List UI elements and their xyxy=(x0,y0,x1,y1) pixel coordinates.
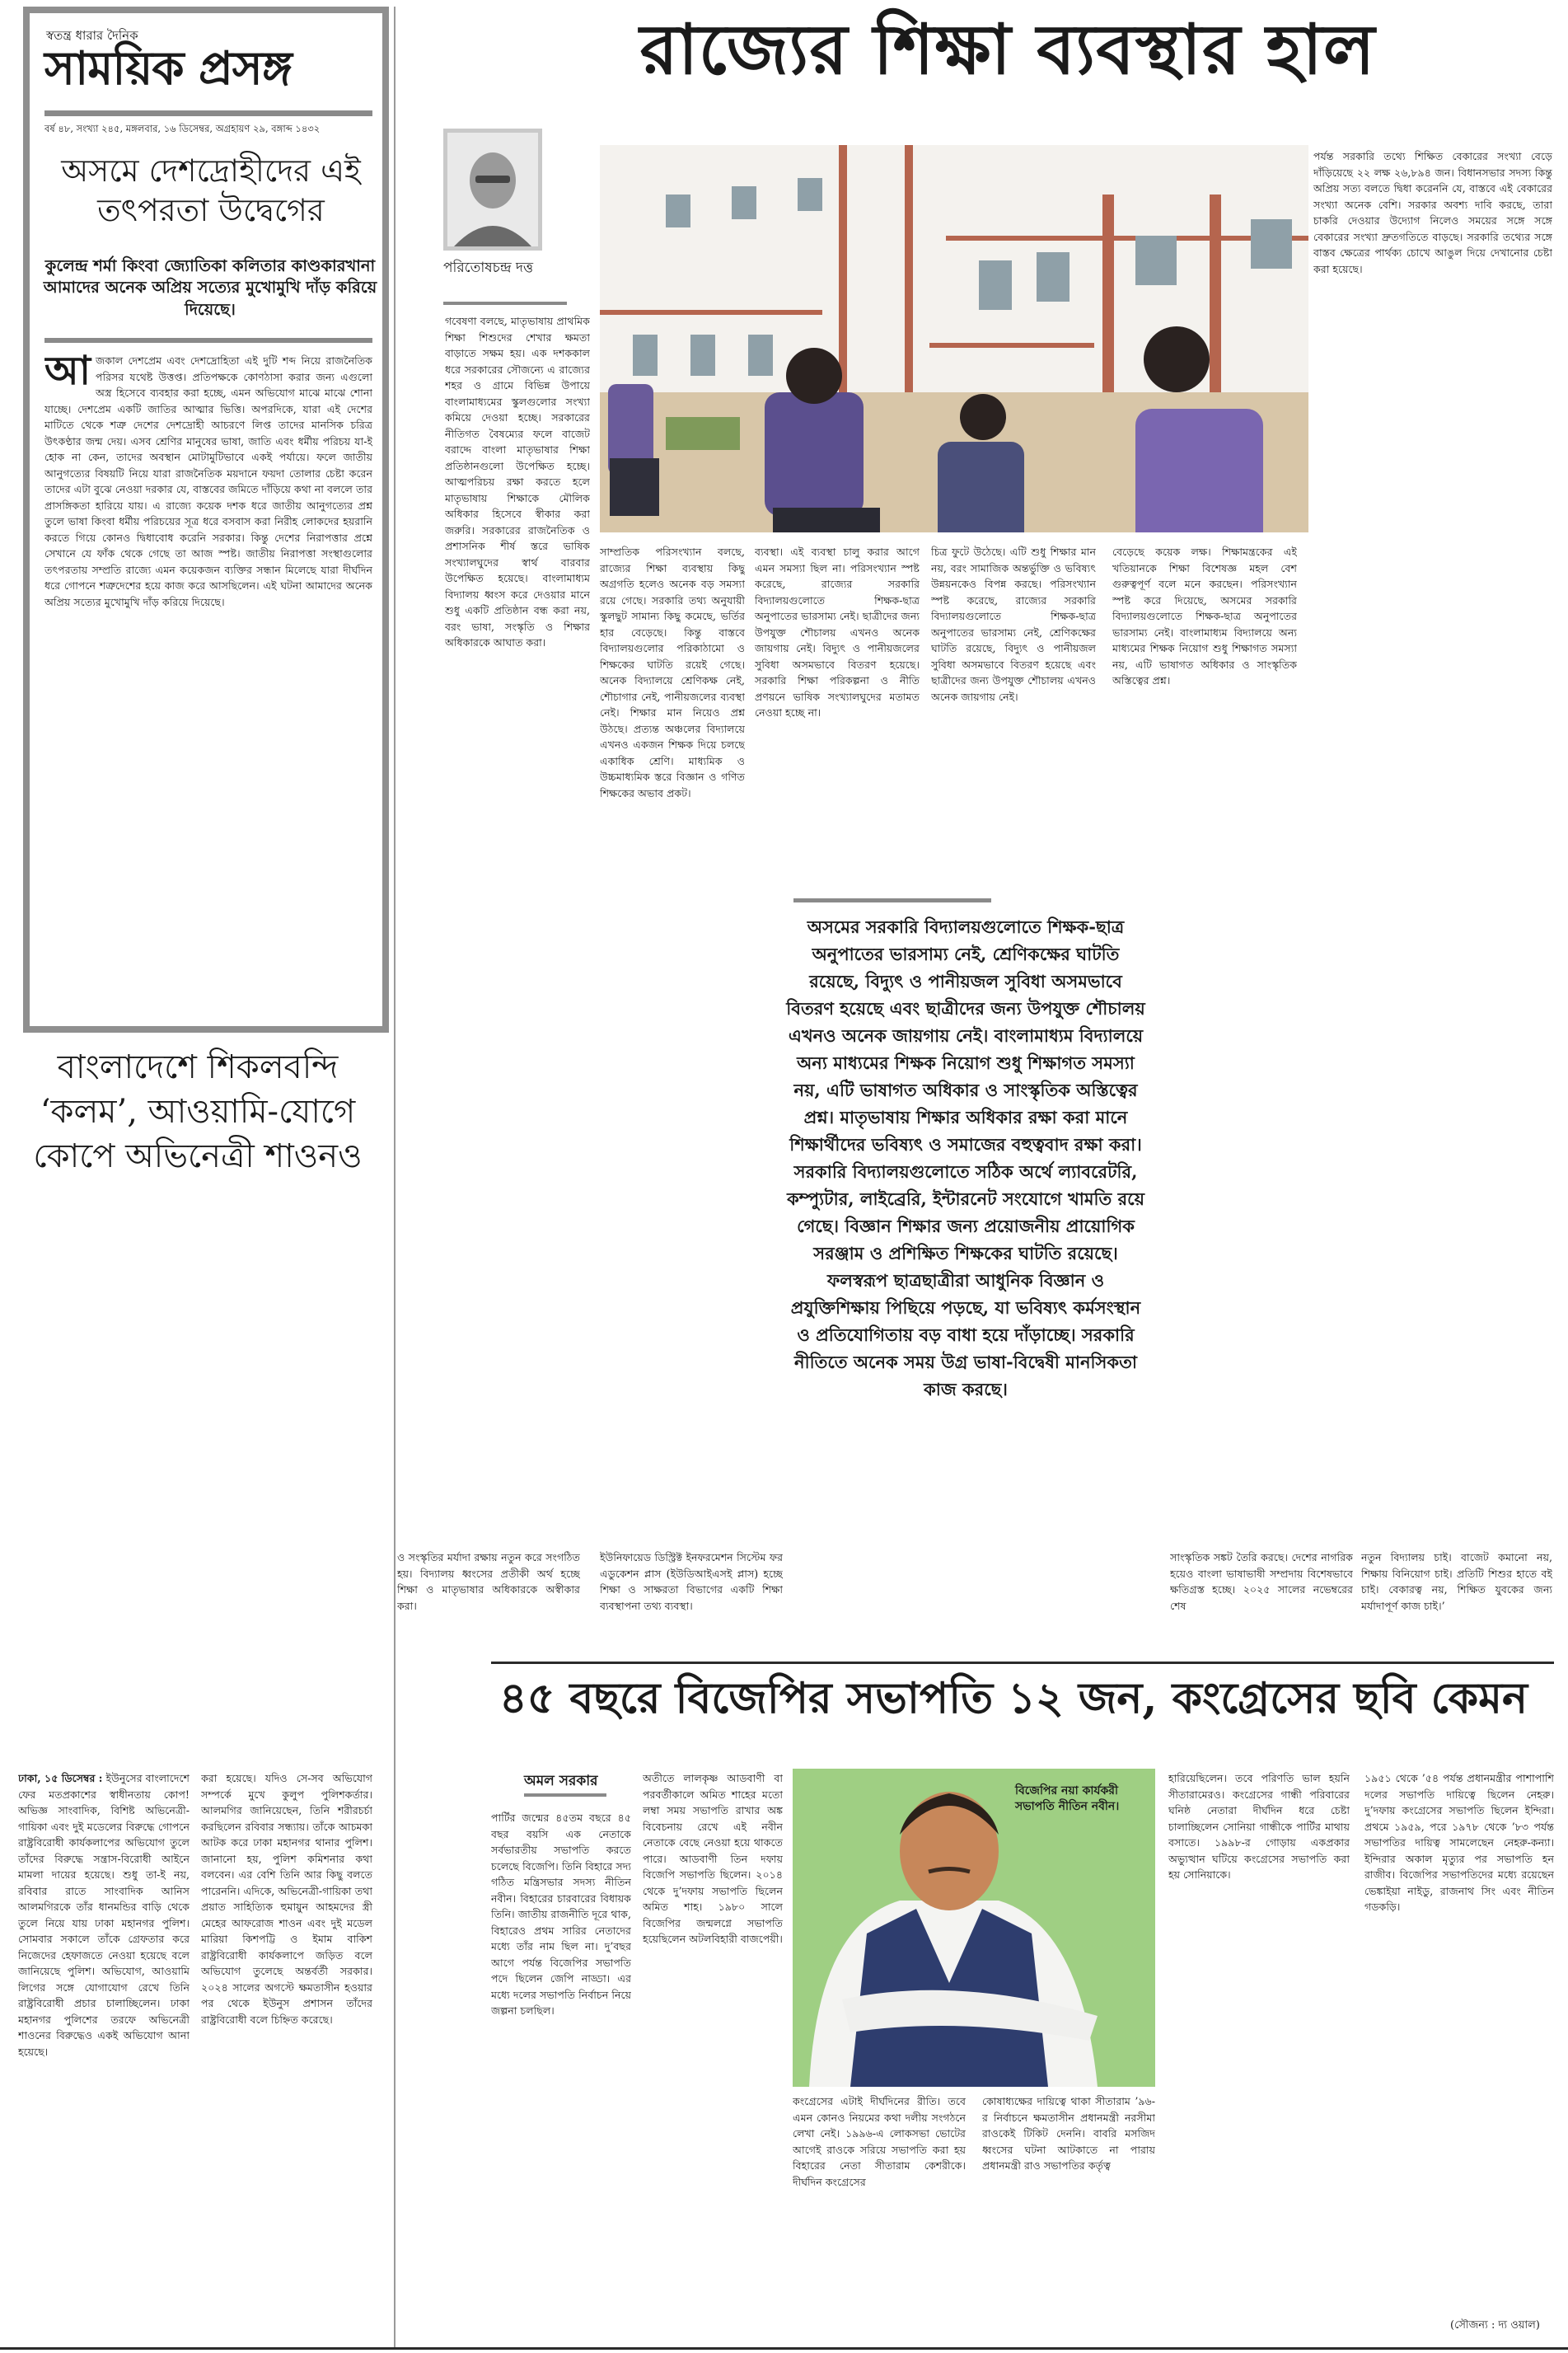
page-bottom-rule xyxy=(0,2347,1568,2350)
editorial-subheadline: কুলেন্দ্র শর্মা কিংবা জ্যোতিকা কলিতার কাণ্ডকারখানা আমাদের অনেক অপ্রিয় সত্যের মুখোমুখি দাঁড় করিয়ে দিয়েছে। xyxy=(43,256,377,319)
school-photo-illustration xyxy=(600,145,1308,532)
main-story-bottom-col-5: সাংস্কৃতিক সঙ্কট তৈরি করছে। দেশের নাগরিক হয়েও বাংলা ভাষাভাষী সম্প্রদায় বিশেষভাবে ক্ষতিগ্রস্ত হচ্ছে। ২০২৫ সালের নভেম্বরের শেষ xyxy=(1170,1551,1353,1612)
nitin-nabin-photo xyxy=(793,1769,1155,2087)
page-column-divider xyxy=(394,7,396,2347)
main-story-bottom-col-1: ও সংস্কৃতির মর্যাদা রক্ষায় নতুন করে সংগঠিত হয়। বিদ্যালয় ধ্বংসের প্রতীকী অর্থ হচ্ছে শিক্ষা ও মাতৃভাষার অধিকারকে অস্বীকার করা। xyxy=(397,1551,580,1612)
bangladesh-col-1-text: ইউনুসের বাংলাদেশে ফের মতপ্রকাশের স্বাধীনতায় কোপ! অভিজ্ঞ সাংবাদিক, বিশিষ্ট অভিনেত্রী-গায়িকা এবং দুই মডেলের বিরুদ্ধে গোপনে রাষ্ট্রবিরোধী কার্যকলাপের অভিযোগ তুলে তাঁদের বিরুদ্ধে সন্ত্রাস-বিরোধী আইনে মামলা দায়ের হয়েছে। শুধু তা-ই নয়, রবিবার রাতে সাংবাদিক আনিস আলমগিরকে তাঁর ধানমন্ডির বাড়ি থেকে তুলে নিয়ে যায় ঢাকা মহানগর পুলিশ। সোমবার সকালে তাঁকে গ্রেফতার করে নিজেদের হেফাজতে নেওয়া হয়েছে বলে জানিয়েছে পুলিশ। অভিযোগ, আওয়ামি লিগের সঙ্গে যোগাযোগ রেখে তিনি রাষ্ট্রবিরোধী প্রচার চালাচ্ছিলেন। ঢাকা মহানগর পুলিশের তরফে অভিনেত্রী শাওনের বিরুদ্ধেও একই অভিযোগ আনা হয়েছে। xyxy=(18,1772,190,2058)
bjp-headline: ৪৫ বছরে বিজেপির সভাপতি ১২ জন, কংগ্রেসের ছবি কেমন xyxy=(498,1673,1528,1723)
pull-quote: অসমের সরকারি বিদ্যালয়গুলোতে শিক্ষক-ছাত্র অনুপাতের ভারসাম্য নেই, শ্রেণিকক্ষের ঘাটতি রয়েছে, বিদ্যুৎ ও পানীয়জল সুবিধা অসমভাবে বিতরণ হয়েছে এবং ছাত্রীদের জন্য উপযুক্ত শৌচালয় এখনও অনেক জায়গায় নেই। বাংলামাধ্যম বিদ্যালয়ে অন্য মাধ্যমের শিক্ষক নিয়োগ শুধু শিক্ষাগত সমস্যা নয়, এটি ভাষাগত অধিকার ও সাংস্কৃতিক অস্তিত্বের প্রশ্ন। মাতৃভাষায় শিক্ষার অধিকার রক্ষা করা মানে শিক্ষার্থীদের ভবিষ্যৎ ও সমাজের বহুত্ববাদ রক্ষা করা। সরকারি বিদ্যালয়গুলোতে সঠিক অর্থে ল্যাবরেটরি, কম্প্যুটার, লাইব্রেরি, ইন্টারনেট সংযোগে খামতি রয়ে গেছে। বিজ্ঞান শিক্ষার জন্য প্রয়োজনীয় প্রায়োগিক সরঞ্জাম ও প্রশিক্ষিত শিক্ষকের ঘাটতি রয়েছে। ফলস্বরূপ ছাত্রছাত্রীরা আধুনিক বিজ্ঞান ও প্রযুক্তিশিক্ষায় পিছিয়ে পড়ছে, যা ভবিষ্যৎ কর্মসংস্থান ও প্রতিযোগিতায় বড় বাধা হয়ে দাঁড়াচ্ছে। সরকারি নীতিতে অনেক সময় উগ্র ভাষা-বিদ্বেষী মানসিকতা কাজ করছে। xyxy=(786,916,1145,1399)
bjp-col-4: কোষাধ্যক্ষের দায়িত্বে থাকা সীতারাম ’৯৬-র নির্বাচনে ক্ষমতাসীন প্রধানমন্ত্রী নরসীমা রাওকেই টিকিট দেননি। বাবরি মসজিদ ধ্বংসের ঘটনা আটকাতে না পারায় প্রধানমন্ত্রী রাও সভাপতির কর্তৃত্ব xyxy=(982,2095,1155,2172)
masthead-title: সাময়িক প্রসঙ্গ xyxy=(44,41,292,96)
bangladesh-col-2: করা হয়েছে। যদিও সে-সব অভিযোগ সম্পর্কে মুখে কুলুপ পুলিশকর্তার। আলমগির জানিয়েছেন, তিনি শরীরচর্চা করছিলেন রবিবার সন্ধ্যায়। তাঁকে আচমকা আটক করে ঢাকা মহানগর থানার পুলিশ। জানানো হয়, পুলিশ কমিশনার কথা বলবেন। এর বেশি তিনি আর কিছু বলতে পারেননি। এদিকে, অভিনেত্রী-গায়িকা তথা প্রয়াত সাহিত্যিক হুমায়ুন আহমদের স্ত্রী মেহের আফরোজ শাওন এবং দুই মডেল মারিয়া কিশপট্টি ও ইমাম বাকিশ রাষ্ট্রবিরোধী কার্যকলাপে জড়িত বলে অভিযোগ তুলেছে অন্তর্বর্তী সরকার। ২০২৪ সালের অগস্টে ক্ষমতাসীন হওয়ার পর থেকে ইউনুস প্রশাসন তাঁদের রাষ্ট্রবিরোধী বলে চিহ্নিত করেছে। xyxy=(201,1772,372,2026)
bjp-col-5: হারিয়েছিলেন। তবে পরিণতি ভাল হয়নি সীতারামেরও। কংগ্রেসের গান্ধী পরিবারের ঘনিষ্ঠ নেতারা দীর্ঘদিন ধরে চেষ্টা চালাচ্ছিলেন সোনিয়া গান্ধীকে পার্টির মাথায় বসাতে। ১৯৯৮-র গোড়ায় একপ্রকার অভ্যুত্থান ঘটিয়ে কংগ্রেসের সভাপতি করা হয় সোনিয়াকে। xyxy=(1168,1772,1350,1881)
editorial-rule xyxy=(44,338,372,343)
main-story-col-4: চিত্র ফুটে উঠেছে। এটি শুধু শিক্ষার মান নয়, বরং সামাজিক অন্তর্ভুক্তি ও ভবিষ্যৎ উন্নয়নকেও বিপন্ন করছে। পরিসংখ্যান স্পষ্ট করেছে, রাজ্যের সরকারি বিদ্যালয়গুলোতে শিক্ষক-ছাত্র অনুপাতের ভারসাম্য নেই, শ্রেণিকক্ষের ঘাটতি রয়েছে, বিদ্যুৎ ও পানীয়জল সুবিধা অসমভাবে বিতরণ হয়েছে এবং ছাত্রীদের জন্য উপযুক্ত শৌচালয় এখনও অনেক জায়গায় নেই। xyxy=(931,546,1096,703)
main-story-bottom-col-2: ইউনিফায়েড ডিস্ট্রিক্ট ইনফরমেশন সিস্টেম ফর এডুকেশন প্লাস (ইউডিআইএসই প্লাস) হচ্ছে শিক্ষা ও সাক্ষরতা বিভাগের একটি শিক্ষা ব্যবস্থাপনা তথ্য ব্যবস্থা। xyxy=(600,1551,783,1612)
editorial-body xyxy=(44,353,372,1020)
pull-quote-rule xyxy=(793,898,991,902)
main-story-col-6: পর্যন্ত সরকারি তথ্যে শিক্ষিত বেকারের সংখ্যা বেড়ে দাঁড়িয়েছে ২২ লক্ষ ২৬,৮৯৪ জন। বিধানসভার সদস্য কিন্তু অপ্রিয় সত্য বলতে দ্বিধা করেননি যে, বাস্তবে এই বেকারের সংখ্যা অনেক বেশি। সরকার অবশ্য দাবি করছে, তারা চাকরি দেওয়ার উদ্যোগ নিলেও সময়ের সঙ্গে সঙ্গে বেকারের সংখ্যা দ্রুতগতিতে বাড়ছে। সরকারি তথ্যের সঙ্গে বাস্তব ক্ষেত্রের পার্থক্য চোখে আঙুল দিয়ে দেখানোর চেষ্টা করা হয়েছে। xyxy=(1313,150,1552,275)
main-story-col-1: গবেষণা বলছে, মাতৃভাষায় প্রাথমিক শিক্ষা শিশুদের শেখার ক্ষমতা বাড়াতে সক্ষম হয়। এক দশককাল ধরে সরকারের সৌজন্যে এ রাজ্যের শহর ও গ্রামে বিভিন্ন উপায়ে বাংলামাধ্যমের স্কুলগুলোর সংখ্যা কমিয়ে দেওয়া হচ্ছে। সরকারের নীতিগত বৈষম্যের ফলে বাজেট বরাদ্দে বাংলা মাতৃভাষার শিক্ষা প্রতিষ্ঠানগুলো উপেক্ষিত হচ্ছে। আত্মপরিচয় রক্ষা করতে হলে মাতৃভাষায় শিক্ষাকে মৌলিক অধিকার হিসেবে স্বীকার করা জরুরি। সরকারের রাজনৈতিক ও প্রশাসনিক শীর্ষ স্তরে ভাষিক সংখ্যালঘুদের স্বার্থ বারবার উপেক্ষিত হয়েছে। বাংলামাধ্যম বিদ্যালয় ধ্বংস করে দেওয়ার মানে শুধু একটি প্রতিষ্ঠান বন্ধ করা নয়, বরং ভাষা, সংস্কৃতি ও শিক্ষার অধিকারকে আঘাত করা। xyxy=(445,315,590,649)
main-story-col-3: ব্যবস্থা। এই ব্যবস্থা চালু করার আগে এমন সমস্যা ছিল না। পরিসংখ্যান স্পষ্ট করেছে, রাজ্যের সরকারি বিদ্যালয়গুলোতে শিক্ষক-ছাত্র অনুপাতের ভারসাম্য নেই। ছাত্রীদের জন্য উপযুক্ত শৌচালয় এখনও অনেক জায়গায় নেই। বিদ্যুৎ ও পানীয়জলের সুবিধা অসমভাবে বিতরণ হয়েছে। সরকারি শিক্ষা পরিকল্পনা ও নীতি প্রণয়নে ভাষিক সংখ্যালঘুদের মতামত নেওয়া হচ্ছে না। xyxy=(755,546,920,719)
main-headline: রাজ্যের শিক্ষা ব্যবস্থার হাল xyxy=(639,8,1376,90)
masthead-dateline: বর্ষ ৪৮, সংখ্যা ২৪৫, মঙ্গলবার, ১৬ ডিসেম্বর, অগ্রহায়ণ ২৯, বঙ্গাব্দ ১৪৩২ xyxy=(44,123,321,134)
editorial-dropcap: আ xyxy=(44,353,91,394)
editorial-body-text: জকাল দেশপ্রেম এবং দেশদ্রোহিতা এই দুটি শব্দ নিয়ে রাজনৈতিক পরিসর যথেষ্ট উত্তপ্ত। প্রতিপক্ষকে কোণঠাসা করার জন্য এগুলো অস্ত্র হিসেবে ব্যবহার করা হচ্ছে, এমন অভিযোগ মাঝে মাঝে শোনা যাচ্ছে। দেশপ্রেম একটি জাতির আত্মার ভিত্তি। অপরদিকে, যারা এই দেশের মাটিতে থেকে শত্রু দেশের দেশদ্রোহী আচরণে লিপ্ত তাদের মানসিক চরিত্র উৎকণ্ঠার জন্ম দেয়। এসব শ্রেণির মানুষের ভাষা, জাতি এবং ধর্মীয় পরিচয় যা-ই হোক না কেন, তাদের অবস্থান মোটামুটিভাবে একই পর্যায়ে। ফলে জাতীয় আনুগত্যের বিষয়টি নিয়ে যারা রাজনৈতিক ময়দানে ফয়দা তোলার চেষ্টা করেন তাদের এটা বুঝে নেওয়া দরকার যে, বাস্তবের জমিতে দাঁড়িয়ে কথা না বললে তার প্রাসঙ্গিকতা হারিয়ে যায়। এ রাজ্যে কয়েক দশক ধরে জাতীয় আনুগত্যের প্রশ্ন তুলে ভাষা কিংবা ধর্মীয় পরিচয়ের সূত্র ধরে বসবাস করা নিরীহ লোকদের হয়রানি করতে গিয়ে কোনও দ্বিধাবোধ করেনি সরকার। কিন্তু দেশের নিরাপত্তার প্রশ্নে সেখানে যে ফাঁক থেকে গেছে তা আজ স্পষ্ট। জাতীয় নিরাপত্তা সংস্থাগুলোর তৎপরতায় সম্প্রতি রাজ্যে এমন কয়েকজন ব্যক্তির সন্ধান মিলেছে যারা দীর্ঘদিন ধরে গোপনে শত্রুদেশের হয়ে কাজ করে আসছিলেন। এই ঘটনা আমাদের অনেক অপ্রিয় সত্যের মুখোমুখি দাঁড় করিয়ে দিয়েছে। xyxy=(44,354,372,608)
editorial-box xyxy=(23,7,389,1033)
bjp-col-1: পার্টির জন্মের ৪৫তম বছরে ৪৫ বছর বয়সি এক নেতাকে সর্বভারতীয় সভাপতি করতে চলেছে বিজেপি। তিনি বিহারে সদ্য গঠিত মন্ত্রিসভার সদস্য নীতিন নবীন। বিহারের চারবারের বিধায়ক তিনি। জাতীয় রাজনীতি দূরে থাক, বিহারেও প্রথম সারির নেতাদের মধ্যে তাঁর নাম ছিল না। দু’বছর আগে পর্যন্ত বিজেপির সভাপতি পদে ছিলেন জেপি নাড্ডা। এর মধ্যে দলের সভাপতি নির্বাচন নিয়ে জল্পনা চলছিল। xyxy=(491,1812,631,2017)
bangladesh-headline: বাংলাদেশে শিকলবন্দি ‘কলম’, আওয়ামি-যোগে কোপে অভিনেত্রী শাওনও xyxy=(33,1048,363,1175)
bjp-col-2: অতীতে লালকৃষ্ণ আডবাণী বা পরবর্তীকালে অমিত শাহের মতো লম্বা সময় সভাপতি রাখার অঙ্ক বিবেচনায় রেখে এই নবীন নেতাকে বেছে নেওয়া হয়ে থাকতে পারে। আডবাণী তিন দফায় বিজেপি সভাপতি ছিলেন। ২০১৪ থেকে দু’দফায় সভাপতি ছিলেন অমিত শাহ। ১৯৮০ সালে বিজেপির জন্মলগ্নে সভাপতি হয়েছিলেন অটলবিহারী বাজপেয়ী। xyxy=(643,1772,783,1945)
main-story-col-2: সাম্প্রতিক পরিসংখ্যান বলছে, রাজ্যের শিক্ষা ব্যবস্থায় কিছু অগ্রগতি হলেও অনেক বড় সমস্যা রয়ে গেছে। সরকারি তথ্য অনুযায়ী স্কুলছুট সামান্য কিছু কমেছে, ভর্তির হার বেড়েছে। কিন্তু বাস্তবে বিদ্যালয়গুলোর পরিকাঠামো ও শিক্ষকের ঘাটতি রয়েই গেছে। অনেক বিদ্যালয়ে শ্রেণিকক্ষ নেই, শৌচাগার নেই, পানীয়জলের ব্যবস্থা নেই। শিক্ষার মান নিয়েও প্রশ্ন উঠছে। প্রত্যন্ত অঞ্চলের বিদ্যালয়ে এখনও একজন শিক্ষক দিয়ে চলছে একাধিক শ্রেণি। মাধ্যমিক ও উচ্চমাধ্যমিক স্তরে বিজ্ঞান ও গণিত শিক্ষকের অভাব প্রকট। xyxy=(600,546,745,799)
bjp-author-byline: অমল সরকার xyxy=(524,1773,598,1789)
bjp-author-rule xyxy=(524,1793,606,1797)
main-story-col-5: বেড়েছে কয়েক লক্ষ। শিক্ষামন্ত্রকের এই খতিয়ানকে শিক্ষা বিশেষজ্ঞ মহল বেশ গুরুত্বপূর্ণ বলে মনে করছেন। পরিসংখ্যান স্পষ্ট করে দিয়েছে, অসমের সরকারি বিদ্যালয়গুলোতে শিক্ষক-ছাত্র অনুপাতের ভারসাম্য নেই। বাংলামাধ্যম বিদ্যালয়ে অন্য মাধ্যমের শিক্ষক নিয়োগ শুধু শিক্ষাগত সমস্যা নয়, এটি ভাষাগত অধিকার ও সাংস্কৃতিক অস্তিত্বের প্রশ্ন। xyxy=(1112,546,1297,687)
school-children-photo xyxy=(600,145,1308,532)
bjp-leader-illustration xyxy=(793,1769,1155,2087)
author-byline: পরিতোষচন্দ্র দত্ত xyxy=(443,260,534,276)
credit-line: (সৌজন্য : দ্য ওয়াল) xyxy=(1450,2319,1540,2332)
author-rule xyxy=(443,302,567,305)
bangladesh-dateline: ঢাকা, ১৫ ডিসেম্বর : xyxy=(18,1772,103,1784)
bjp-col-3: কংগ্রেসের এটাই দীর্ঘদিনের রীতি। তবে এমন কোনও নিয়মের কথা দলীয় সংগঠনে লেখা নেই। ১৯৯৬-এ লোকসভা ভোটের আগেই রাওকে সরিয়ে সভাপতি করা হয় বিহারের নেতা সীতারাম কেশরীকে। দীর্ঘদিন কংগ্রেসের xyxy=(793,2095,966,2188)
editorial-headline: অসমে দেশদ্রোহীদের এই তৎপরতা উদ্বেগের xyxy=(61,152,361,228)
bangladesh-col-1 xyxy=(18,1770,190,2347)
photo-caption: বিজেপির নয়া কার্যকরী সভাপতি নীতিন নবীন। xyxy=(1015,1784,1120,1813)
section-divider xyxy=(491,1662,1554,1664)
masthead-rule xyxy=(44,110,372,116)
author-photo xyxy=(443,129,542,251)
bjp-col-6: ১৯৫১ থেকে ’৫৪ পর্যন্ত প্রধানমন্ত্রীর পাশাপাশি দলের সভাপতি দায়িত্বে ছিলেন নেহরু। দু’দফায় কংগ্রেসের সভাপতি ছিলেন ইন্দিরা। প্রথমে ১৯৫৯, পরে ১৯৭৮ থেকে ’৮৩ পর্যন্ত সভাপতির দায়িত্ব সামলেছেন নেহরু-কন্যা। ইন্দিরার অকাল মৃত্যুর পর সভাপতি হন রাজীব। বিজেপির সভাপতিদের মধ্যে রয়েছেন ভেঙ্কাইয়া নাইডু, রাজনাথ সিং এবং নীতিন গডকড়ি। xyxy=(1364,1772,1554,1913)
main-story-bottom-col-6: নতুন বিদ্যালয় চাই। বাজেট কমানো নয়, শিক্ষায় বিনিয়োগ চাই। প্রতিটি শিশুর হাতে বই চাই। বেকারত্ব নয়, শিক্ষিত যুবকের জন্য মর্যাদাপূর্ণ কাজ চাই।’ xyxy=(1361,1551,1552,1612)
author-portrait-icon xyxy=(447,133,538,246)
masthead-kicker: স্বতন্ত্র ধারার দৈনিক xyxy=(46,28,138,43)
